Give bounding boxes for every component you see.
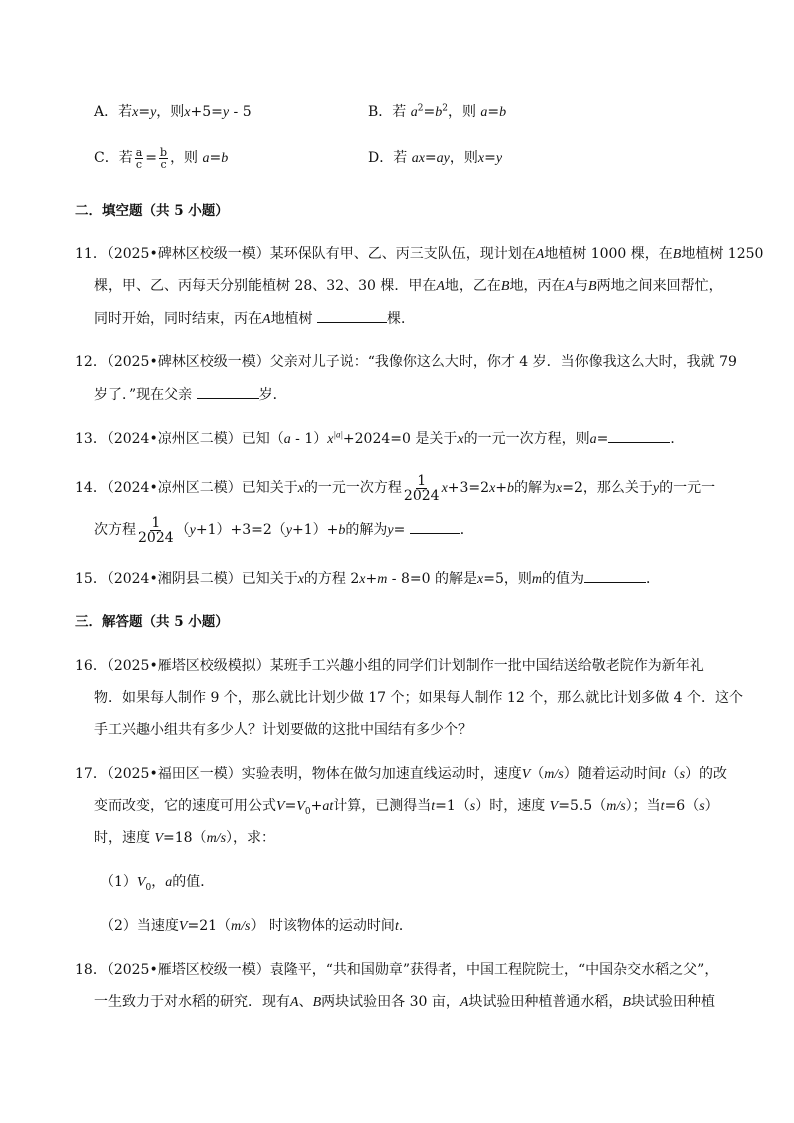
q18-line-1: 18．（2025•雁塔区校级一模）袁隆平，“共和国勋章”获得者，中国工程院院士，“中国杂交水稻之父”， <box>75 962 719 978</box>
q15-line: 15．（2024•湘阴县二模）已知关于x的方程 2x+m - 8=0 的解是x=5，则m的值为 ． <box>75 568 660 590</box>
q17-subq-1: $(1)V_0$，a的值． <box>100 874 215 893</box>
q16-line-3: 手工兴趣小组共有多少人？计划要做的这批中国结有多少个？ <box>94 722 472 738</box>
answer-blank[interactable] <box>608 428 670 443</box>
answer-blank[interactable] <box>584 568 646 583</box>
section-title-solutions: 三．解答题（共 5 小题） <box>75 614 229 630</box>
q14-line-2: 次方程 $\frac{1}{2024}$ （y+1）+3=2（y+1）+b的解为y= ． <box>94 514 474 546</box>
answer-blank[interactable] <box>317 308 387 323</box>
q13-line: 13．（2024•凉州区二模）已知$(a - 1)x^{|a|}+2024=0$ 是关于x的一元一次方程，则a= ． <box>75 429 685 447</box>
section-title-fill-in: 二．填空题（共 5 小题） <box>75 203 229 219</box>
option-c: C．若 $\frac{a}{c}$ = $\frac{b}{c}$ ，则 a=b <box>94 145 229 171</box>
answer-blank[interactable] <box>197 384 259 399</box>
q17-line-1: 17．（2025•福田区一模）实验表明，物体在做匀加速直线运动时，速度V（m/s）随着运动时间t（s）的改 <box>75 766 728 782</box>
fraction-b-over-c: $\frac{b}{c}$ <box>160 145 168 171</box>
q18-line-2: 一生致力于对水稻的研究．现有A、B两块试验田各 30 亩，A块试验田种植普通水稻，B块试验田种植 <box>94 994 715 1010</box>
q11-line-3: 同时开始，同时结束，丙在A地植树 棵． <box>94 308 415 330</box>
q17-subq-2: （2）当速度V=21（m/s） 时该物体的运动时间t． <box>100 918 413 934</box>
q12-line-1: 12．（2025•碑林区校级一模）父亲对儿子说：“我像你这么大时，你才 4 岁．当你像我这么大时，我就 79 <box>75 354 737 370</box>
option-d: D．若 ax=ay，则x=y <box>368 150 503 166</box>
answer-blank[interactable] <box>410 519 460 534</box>
q16-line-1: 16．（2025•雁塔区校级模拟）某班手工兴趣小组的同学们计划制作一批中国结送给敬老院作为新年礼 <box>75 658 704 674</box>
option-b: B．若 $a^2=b^2$，则 a=b <box>368 103 507 120</box>
q14-line-1: 14．（2024•凉州区二模）已知关于x的一元一次方程 $\frac{1}{2024}$ x+3=2x+b的解为x=2，那么关于y的一元一 <box>75 472 716 504</box>
q17-line-3: 时，速度 V=18（m/s），求： <box>94 830 276 846</box>
q11-line-2: 棵，甲、乙、丙每天分别能植树 28、32、30 棵．甲在A地，乙在B地，丙在A与B两地之间来回帮忙， <box>94 278 723 294</box>
q11-line-1: 11．（2025•碑林区校级一模）某环保队有甲、乙、丙三支队伍，现计划在A地植树 1000 棵，在B地植树 1250 <box>75 246 764 262</box>
fraction-1-over-2024: $\frac{1}{2024}$ <box>138 514 174 546</box>
q17-line-2: 变而改变，它的速度可用公式$V=V_0+at$计算，已测得当t=1（s）时，速度 V=5.5（m/s）；当t=6（s） <box>94 798 719 817</box>
fraction-a-over-c: $\frac{a}{c}$ <box>135 145 143 171</box>
option-a: A．若x=y，则x+5=y - 5 <box>94 104 252 120</box>
q12-line-2: 岁了．”现在父亲 岁． <box>94 384 287 405</box>
fraction-1-over-2024: $\frac{1}{2024}$ <box>403 472 440 504</box>
q16-line-2: 物．如果每人制作 9 个，那么就比计划少做 17 个；如果每人制作 12 个，那么就比计划多做 4 个．这个 <box>94 690 744 706</box>
